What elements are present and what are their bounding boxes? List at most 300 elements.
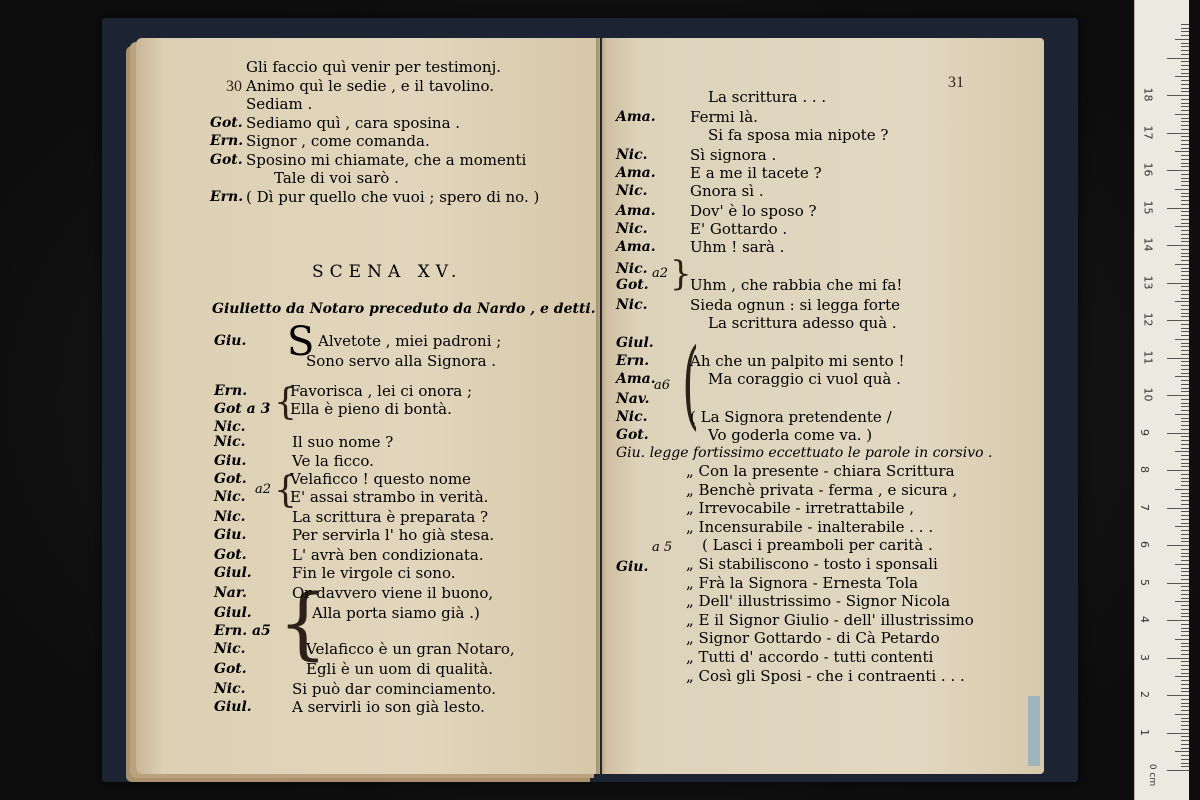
book-strap <box>1028 696 1040 766</box>
verse-line: Egli è un uom di qualità. <box>306 660 494 678</box>
speaker: Got. <box>616 427 649 443</box>
ruler-tick <box>1181 380 1189 381</box>
ruler-tick <box>1175 76 1189 77</box>
scale-ruler <box>1134 0 1189 800</box>
ruler-tick <box>1167 283 1189 284</box>
brace: } <box>670 254 692 294</box>
speaker: Nic. <box>616 297 648 313</box>
drop-cap: S <box>287 319 315 365</box>
ruler-tick <box>1181 575 1189 576</box>
ruler-tick <box>1181 688 1189 689</box>
ruler-tick <box>1181 496 1189 497</box>
ruler-tick <box>1181 616 1189 617</box>
ruler-tick <box>1181 466 1189 467</box>
ruler-tick <box>1181 343 1189 344</box>
ruler-tick <box>1181 121 1189 122</box>
ruler-tick <box>1181 215 1189 216</box>
ruler-tick <box>1181 279 1189 280</box>
ruler-tick <box>1175 376 1189 377</box>
ruler-tick <box>1181 369 1189 370</box>
ruler-tick <box>1181 710 1189 711</box>
ruler-tick <box>1181 418 1189 419</box>
verse-line: ( La Signora pretendente / <box>690 408 892 426</box>
ruler-label: 1 <box>1138 728 1151 736</box>
ruler-tick <box>1181 178 1189 179</box>
verse-line: Uhm ! sarà . <box>690 238 785 256</box>
ruler-tick <box>1181 388 1189 389</box>
ruler-tick <box>1181 328 1189 329</box>
ruler-tick <box>1181 260 1189 261</box>
ruler-tick <box>1181 684 1189 685</box>
ruler-tick <box>1181 718 1189 719</box>
ruler-tick <box>1181 571 1189 572</box>
ruler-tick <box>1181 740 1189 741</box>
verse-line: Tale di voi sarò . <box>274 169 399 187</box>
ruler-tick <box>1181 706 1189 707</box>
ruler-tick <box>1181 238 1189 239</box>
ruler-tick <box>1181 519 1189 520</box>
ruler-tick <box>1181 181 1189 182</box>
ruler-tick <box>1181 459 1189 460</box>
ruler-tick <box>1181 736 1189 737</box>
verse-line: Sì signora . <box>690 146 777 164</box>
speaker: Nic. <box>214 509 246 525</box>
ruler-tick <box>1181 313 1189 314</box>
ruler-tick <box>1167 733 1189 734</box>
ruler-tick <box>1167 58 1189 59</box>
speaker: Got a 3 <box>214 401 271 417</box>
verse-line: Vo goderla come va. ) <box>708 426 873 444</box>
ruler-tick <box>1181 118 1189 119</box>
ruler-tick <box>1181 699 1189 700</box>
ruler-tick <box>1175 151 1189 152</box>
verse-line: Ah che un palpito mi sento ! <box>690 352 905 370</box>
speaker: Giul. <box>616 335 654 351</box>
ruler-tick <box>1181 110 1189 111</box>
ruler-tick <box>1181 140 1189 141</box>
ruler-tick <box>1181 234 1189 235</box>
ruler-tick <box>1175 114 1189 115</box>
ruler-tick <box>1181 256 1189 257</box>
ruler-label: 4 <box>1138 616 1151 623</box>
ruler-tick <box>1181 478 1189 479</box>
ruler-tick <box>1181 275 1189 276</box>
contract-line: „ Frà la Signora - Ernesta Tola <box>686 573 919 592</box>
ruler-tick <box>1175 714 1189 715</box>
ruler-tick <box>1181 155 1189 156</box>
contract-line: „ Signor Gottardo - di Cà Petardo <box>686 629 940 648</box>
ruler-tick <box>1181 673 1189 674</box>
ruler-tick <box>1181 421 1189 422</box>
ruler-tick <box>1181 579 1189 580</box>
ruler-tick <box>1181 253 1189 254</box>
speaker: Ern. a5 <box>214 623 271 639</box>
ruler-tick <box>1181 230 1189 231</box>
ruler-tick <box>1181 286 1189 287</box>
ruler-tick <box>1181 144 1189 145</box>
contract-line: ( Lasci i preamboli per carità . <box>702 536 933 555</box>
ruler-tick <box>1181 624 1189 625</box>
verse-line: Sieda ognun : si legga forte <box>690 296 900 314</box>
ruler-tick <box>1175 189 1189 190</box>
speaker: Nav. <box>616 391 650 407</box>
verse-line: Ve la ficco. <box>292 452 374 470</box>
ruler-tick <box>1181 691 1189 692</box>
ruler-tick <box>1181 590 1189 591</box>
ruler-tick <box>1181 103 1189 104</box>
ruler-tick <box>1181 129 1189 130</box>
speaker: Nic. <box>616 409 648 425</box>
verse-line: E' assai strambo in verità. <box>290 488 489 506</box>
ruler-tick <box>1181 654 1189 655</box>
ruler-tick <box>1181 65 1189 66</box>
ruler-tick <box>1181 410 1189 411</box>
speaker: Got. <box>214 661 247 677</box>
ruler-tick <box>1181 669 1189 670</box>
ruler-tick <box>1181 346 1189 347</box>
ruler-tick <box>1181 125 1189 126</box>
ruler-tick <box>1181 28 1189 29</box>
verse-line: Velaficco è un gran Notaro, <box>306 640 515 658</box>
ruler-tick <box>1181 271 1189 272</box>
ruler-tick <box>1181 665 1189 666</box>
scene-heading: SCENA XV. <box>312 262 463 282</box>
ruler-tick <box>1181 298 1189 299</box>
contract-line: „ E il Signor Giulio - dell' illustrissimo <box>686 610 974 629</box>
speaker: Giu. <box>616 559 649 575</box>
ruler-tick <box>1167 695 1189 696</box>
verse-line: ( Dì pur quello che vuoi ; spero di no. ) <box>246 187 540 206</box>
contract-line: „ Con la presente - chiara Scrittura <box>686 462 955 480</box>
speaker: Got. <box>210 114 243 131</box>
verse-line: Alvetote , miei padroni ; <box>318 332 502 350</box>
ruler-tick <box>1181 406 1189 407</box>
verse-line: Gnora sì . <box>690 182 764 200</box>
ruler-label: 6 <box>1138 541 1151 548</box>
verse-line: L' avrà ben condizionata. <box>292 546 484 564</box>
speaker: Got. <box>214 471 247 487</box>
speaker: Nic. <box>214 419 246 435</box>
ruler-label: 12 <box>1141 312 1155 327</box>
ruler-tick <box>1181 290 1189 291</box>
ruler-tick <box>1181 560 1189 561</box>
ruler-tick <box>1167 658 1189 659</box>
ruler-tick <box>1181 91 1189 92</box>
ruler-tick <box>1181 598 1189 599</box>
ruler-tick <box>1167 358 1189 359</box>
stage-direction: Giulietto da Notaro preceduto da Nardo , e detti. <box>212 301 596 317</box>
speaker: Nic. <box>214 681 246 697</box>
ruler-tick <box>1181 755 1189 756</box>
ruler-tick <box>1181 174 1189 175</box>
verse-line: Il suo nome ? <box>292 433 394 451</box>
ruler-tick <box>1181 350 1189 351</box>
verse-line: Uhm , che rabbia che mi fa! <box>690 276 903 294</box>
ruler-tick <box>1181 249 1189 250</box>
ruler-tick <box>1181 605 1189 606</box>
ruler-tick <box>1181 759 1189 760</box>
ruler-label: 5 <box>1138 578 1151 586</box>
ruler-label: 17 <box>1141 125 1155 139</box>
ruler-tick <box>1181 613 1189 614</box>
ruler-label: 16 <box>1141 162 1155 177</box>
reading-direction: Giu. legge fortissimo eccettuato le parole in corsivo . <box>616 445 993 461</box>
speaker: Ama. <box>616 203 656 219</box>
ruler-tick <box>1181 541 1189 542</box>
ruler-tick <box>1181 69 1189 70</box>
ruler-tick <box>1181 403 1189 404</box>
speaker: Ama. <box>616 239 656 255</box>
ruler-tick <box>1181 549 1189 550</box>
speaker: Ern. <box>214 383 248 399</box>
verse-line: Fermi là. <box>690 108 758 126</box>
verse-line: Per servirla l' ho già stesa. <box>292 526 495 544</box>
speaker: Ern. <box>616 353 650 369</box>
ruler-tick <box>1181 725 1189 726</box>
ruler-label: 13 <box>1141 275 1155 289</box>
verse-line: Dov' è lo sposo ? <box>690 202 817 220</box>
ruler-tick <box>1181 425 1189 426</box>
verse-line: Signor , come comanda. <box>246 132 430 150</box>
verse-line: Si fa sposa mia nipote ? <box>708 126 889 144</box>
book-gutter <box>596 38 606 774</box>
ruler-tick <box>1181 354 1189 355</box>
verse-line: Ma coraggio ci vuol quà . <box>708 370 901 388</box>
verse-line: Alla porta siamo già .) <box>312 604 480 622</box>
ruler-tick <box>1181 163 1189 164</box>
ruler-tick <box>1181 88 1189 89</box>
verse-line: Animo quì le sedie , e il tavolino. <box>246 76 495 95</box>
ruler-tick <box>1175 751 1189 752</box>
ruler-tick <box>1167 508 1189 509</box>
ruler-tick <box>1175 339 1189 340</box>
verse-line: Velaficco ! questo nome <box>290 470 471 488</box>
verse-line: Sediamo quì , cara sposina . <box>246 113 461 132</box>
ruler-tick <box>1167 545 1189 546</box>
ruler-tick <box>1181 635 1189 636</box>
ruler-label: 2 <box>1138 691 1151 698</box>
ruler-tick <box>1181 448 1189 449</box>
ruler-tick <box>1175 489 1189 490</box>
ruler-tick <box>1181 485 1189 486</box>
ruler-tick <box>1181 136 1189 137</box>
ruler-tick <box>1181 643 1189 644</box>
ruler-unit: 0 cm <box>1147 763 1158 787</box>
speaker: Ern. <box>210 188 244 205</box>
ruler-tick <box>1181 504 1189 505</box>
verse-line: E a me il tacete ? <box>690 164 822 182</box>
ruler-tick <box>1181 440 1189 441</box>
ruler-label: 10 <box>1141 387 1155 402</box>
ruler-tick <box>1175 526 1189 527</box>
speaker: Giul. <box>214 605 252 621</box>
speaker: Ern. <box>210 133 244 149</box>
contract-line: „ Dell' illustrissimo - Signor Nicola <box>686 592 951 611</box>
brace: { <box>274 382 297 423</box>
speaker: Got. <box>616 277 649 293</box>
verse-line: Sono servo alla Signora . <box>306 352 497 370</box>
speaker: Ama. <box>616 371 656 387</box>
verse-line: La scrittura è preparata ? <box>292 508 489 526</box>
ruler-tick <box>1181 80 1189 81</box>
ruler-tick <box>1181 444 1189 445</box>
ruler-tick <box>1181 204 1189 205</box>
ruler-tick <box>1175 564 1189 565</box>
speaker: Giu. <box>214 333 247 349</box>
ruler-tick <box>1181 474 1189 475</box>
ruler-tick <box>1167 433 1189 434</box>
speaker: Nic. <box>616 261 648 277</box>
ruler-tick <box>1181 729 1189 730</box>
ruler-tick <box>1181 399 1189 400</box>
ruler-tick <box>1167 770 1189 771</box>
ruler-label: 14 <box>1141 237 1155 252</box>
ruler-tick <box>1167 620 1189 621</box>
verse-line: Gli faccio quì venir per testimonj. <box>246 58 501 76</box>
ruler-label: 3 <box>1138 653 1151 661</box>
ruler-tick <box>1181 594 1189 595</box>
ruler-tick <box>1181 268 1189 269</box>
ruler-tick <box>1175 676 1189 677</box>
ruler-tick <box>1175 39 1189 40</box>
ruler-tick <box>1175 226 1189 227</box>
ruler-tick <box>1181 294 1189 295</box>
ruler-label: 8 <box>1138 466 1151 473</box>
speaker: Nic. <box>214 641 246 657</box>
ruler-tick <box>1175 601 1189 602</box>
speaker: Got. <box>210 151 243 168</box>
ruler-tick <box>1181 511 1189 512</box>
ruler-tick <box>1181 515 1189 516</box>
ruler-tick <box>1167 133 1189 134</box>
ruler-tick <box>1167 208 1189 209</box>
verse-line: Sediam . <box>246 95 313 113</box>
ruler-label: 18 <box>1141 87 1155 102</box>
ruler-tick <box>1181 193 1189 194</box>
ruler-tick <box>1181 305 1189 306</box>
ruler-tick <box>1181 481 1189 482</box>
speaker: Giu. <box>214 527 247 543</box>
page-number: 31 <box>948 74 964 91</box>
ruler-tick <box>1181 148 1189 149</box>
ruler-label: 9 <box>1138 428 1151 436</box>
speaker: Nic. <box>214 489 246 505</box>
ruler-tick <box>1181 24 1189 25</box>
ruler-tick <box>1167 245 1189 246</box>
ruler-label: 7 <box>1138 503 1151 511</box>
ruler-tick <box>1181 530 1189 531</box>
ruler-tick <box>1181 73 1189 74</box>
verse-line: Ella è pieno di bontà. <box>290 400 452 418</box>
ruler-tick <box>1181 463 1189 464</box>
ruler-tick <box>1181 556 1189 557</box>
contract-line: „ Si stabiliscono - tosto i sponsali <box>686 555 938 573</box>
speaker: Nar. <box>214 585 247 601</box>
speaker: Giul. <box>214 565 252 581</box>
speaker: Got. <box>214 547 247 563</box>
a6-mark: a6 <box>654 378 671 393</box>
ruler-tick <box>1181 500 1189 501</box>
ruler-tick <box>1181 335 1189 336</box>
ruler-tick <box>1167 95 1189 96</box>
ruler-tick <box>1181 568 1189 569</box>
ruler-tick <box>1181 553 1189 554</box>
ruler-tick <box>1181 324 1189 325</box>
contract-line: „ Incensurabile - inalterabile . . . <box>686 517 934 536</box>
ruler-tick <box>1167 170 1189 171</box>
verse-line: Sposino mi chiamate, che a momenti <box>246 150 527 169</box>
ruler-tick <box>1181 219 1189 220</box>
verse-line: Si può dar cominciamento. <box>292 680 496 698</box>
ruler-tick <box>1175 414 1189 415</box>
verse-line: A servirli io son già lesto. <box>292 698 485 716</box>
verse-line: La scrittura . . . <box>708 88 827 106</box>
ruler-tick <box>1167 583 1189 584</box>
ruler-tick <box>1181 523 1189 524</box>
ruler-tick <box>1175 264 1189 265</box>
contract-line: „ Irrevocabile - irretrattabile , <box>686 499 914 518</box>
ruler-tick <box>1181 436 1189 437</box>
ruler-tick <box>1181 106 1189 107</box>
ruler-tick <box>1181 384 1189 385</box>
ruler-tick <box>1181 748 1189 749</box>
ruler-tick <box>1181 211 1189 212</box>
ruler-tick <box>1181 50 1189 51</box>
speaker: Nic. <box>616 183 648 199</box>
ruler-tick <box>1181 680 1189 681</box>
ruler-tick <box>1181 661 1189 662</box>
speaker: Nic. <box>616 221 648 237</box>
a5-mark: a 5 <box>652 540 673 555</box>
ruler-tick <box>1181 628 1189 629</box>
ruler-tick <box>1181 35 1189 36</box>
contract-line: „ Benchè privata - ferma , e sicura , <box>686 480 958 499</box>
ruler-tick <box>1181 538 1189 539</box>
ruler-tick <box>1181 84 1189 85</box>
ruler-tick <box>1181 744 1189 745</box>
ruler-tick <box>1181 609 1189 610</box>
ruler-tick <box>1181 223 1189 224</box>
speaker: Giu. <box>214 453 247 469</box>
speaker: Ama. <box>616 109 656 125</box>
ruler-tick <box>1181 763 1189 764</box>
ruler-tick <box>1181 586 1189 587</box>
ruler-tick <box>1181 429 1189 430</box>
verse-line: La scrittura adesso quà . <box>708 314 897 332</box>
ruler-tick <box>1181 373 1189 374</box>
ruler-tick <box>1181 365 1189 366</box>
verse-line: Favorisca , lei ci onora ; <box>290 382 473 400</box>
ruler-tick <box>1181 241 1189 242</box>
ruler-tick <box>1167 320 1189 321</box>
ruler-tick <box>1181 166 1189 167</box>
ruler-tick <box>1181 200 1189 201</box>
ruler-tick <box>1181 99 1189 100</box>
ruler-tick <box>1181 31 1189 32</box>
brace: { <box>278 579 328 669</box>
ruler-tick <box>1181 331 1189 332</box>
a2-mark: a2 <box>652 266 669 281</box>
ruler-tick <box>1181 534 1189 535</box>
ruler-tick <box>1181 54 1189 55</box>
brace: { <box>274 470 297 511</box>
ruler-tick <box>1181 185 1189 186</box>
ruler-label: 15 <box>1141 200 1155 214</box>
ruler-tick <box>1181 316 1189 317</box>
ruler-tick <box>1167 470 1189 471</box>
ruler-tick <box>1181 631 1189 632</box>
speaker: Ama. <box>616 165 656 181</box>
